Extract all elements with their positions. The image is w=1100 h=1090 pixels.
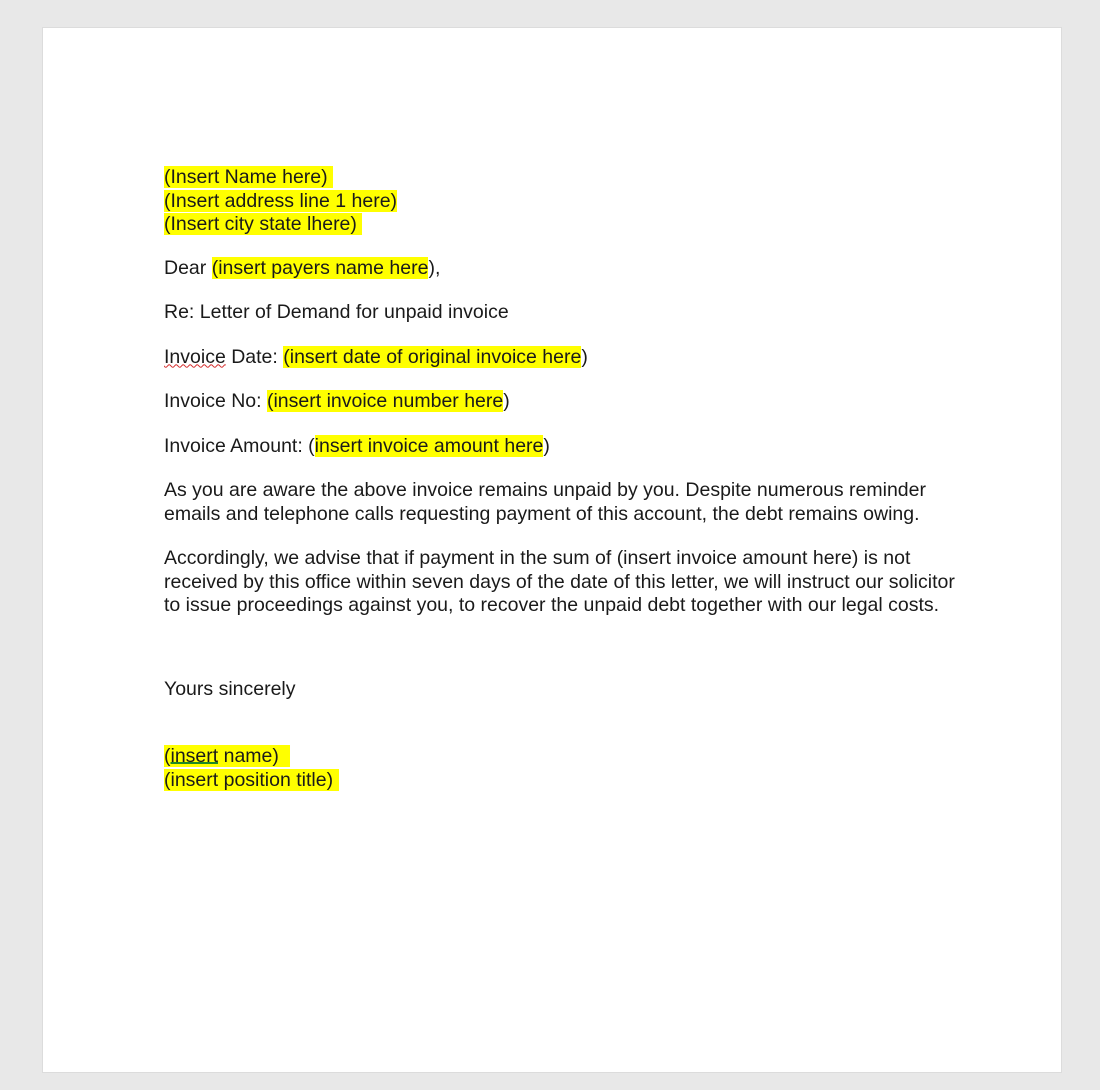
signoff-line: Yours sincerely	[164, 677, 296, 700]
invoice-number-placeholder[interactable]: (insert invoice number here	[266, 390, 504, 412]
body-paragraph-1-text: As you are aware the above invoice remains unpaid by you. Despite numerous reminder emails and telephone calls requesting payment of this account, the debt remains owing.	[164, 479, 926, 525]
address-name-placeholder[interactable]: (Insert Name here)	[164, 166, 328, 188]
salutation-suffix: ),	[428, 256, 441, 279]
address-line-street	[164, 190, 964, 214]
invoice-date-close-paren: )	[581, 345, 588, 368]
subject-line: Re: Letter of Demand for unpaid invoice	[164, 301, 509, 323]
signature-name-line	[164, 745, 964, 769]
signature-open-paren: (	[164, 745, 171, 767]
invoice-date-label: Date:	[225, 345, 284, 368]
payer-name-placeholder[interactable]: insert payers name here	[218, 256, 429, 279]
recipient-address-block	[164, 166, 964, 237]
signature-insert-grammarcheck: insert	[170, 745, 219, 767]
invoice-amount-line	[164, 435, 964, 459]
invoice-amount-label: Invoice Amount: (	[164, 434, 315, 457]
salutation-line	[164, 257, 964, 281]
invoice-date-placeholder[interactable]: (insert date of original invoice here	[283, 345, 582, 368]
letter-page	[42, 27, 1062, 1073]
body-paragraph-1	[164, 479, 964, 526]
salutation-open-paren: (	[211, 256, 219, 279]
address-line-name	[164, 166, 964, 190]
signature-position-line	[164, 769, 964, 793]
salutation-prefix: Dear	[164, 256, 212, 279]
signature-name-placeholder[interactable]: name)	[218, 745, 279, 767]
signature-block	[164, 745, 964, 792]
body-paragraph-2	[164, 547, 964, 618]
address-street-placeholder[interactable]: (Insert address line 1 here)	[164, 189, 398, 212]
address-city-placeholder[interactable]: (Insert city state lhere)	[164, 213, 357, 235]
invoice-amount-close-paren: )	[543, 434, 550, 457]
signature-position-placeholder[interactable]: (insert position title)	[164, 768, 334, 791]
letter-body	[164, 166, 964, 792]
invoice-date-line	[164, 346, 964, 370]
invoice-word-spellcheck: Invoice	[164, 345, 226, 368]
invoice-number-close-paren: )	[503, 390, 510, 412]
invoice-amount-placeholder[interactable]: insert invoice amount here	[314, 434, 544, 457]
address-line-city	[164, 213, 964, 237]
invoice-number-label: Invoice No:	[164, 390, 267, 412]
invoice-number-line	[164, 390, 964, 414]
body-paragraph-2-text: Accordingly, we advise that if payment in the sum of (insert invoice amount here) is not received by this office within seven days of the date of this letter, we will instruct our solicitor to issue proceedings against you, to recover the unpaid debt together with our legal costs.	[164, 547, 955, 616]
